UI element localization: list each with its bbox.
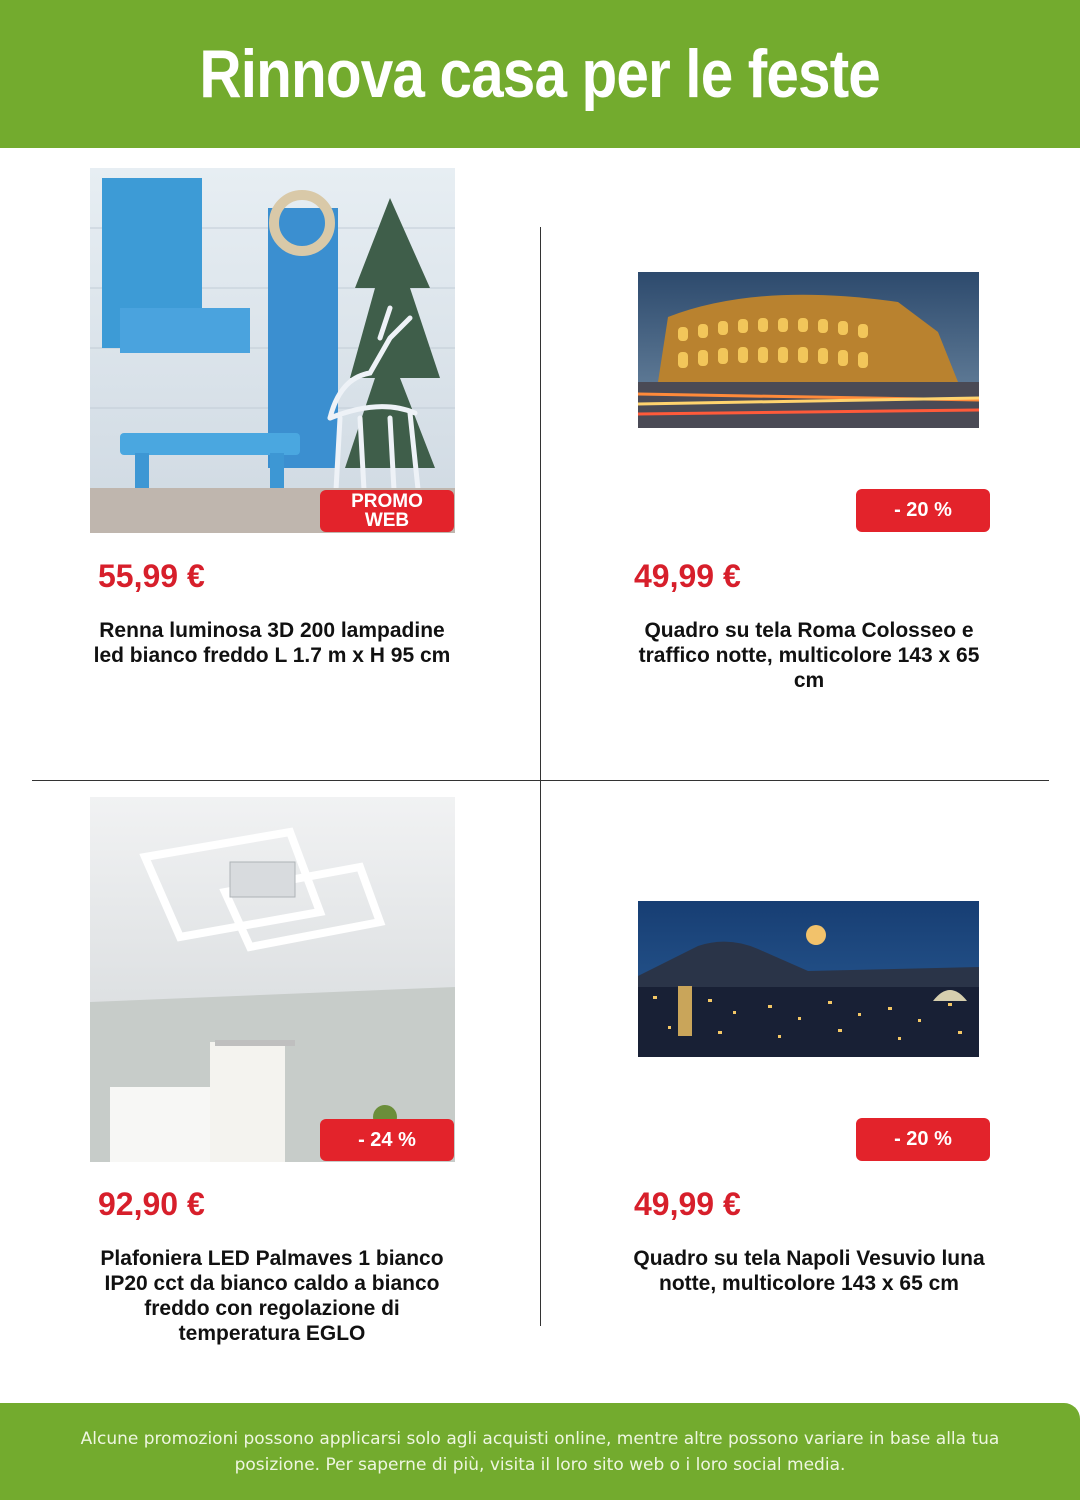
discount-badge: - 20 %: [856, 1118, 990, 1161]
grid-divider-vertical-bottom: [540, 781, 541, 1326]
product-name[interactable]: Plafoniera LED Palmaves 1 bianco IP20 cct da bianco caldo a bianco freddo con regolazione di temperatura EGLO: [100, 1247, 444, 1345]
promo-badge-line2: WEB: [364, 510, 410, 531]
discount-badge: - 24 %: [320, 1119, 454, 1161]
product-image-colosseum[interactable]: [638, 272, 979, 428]
product-price: 49,99 €: [634, 1186, 741, 1222]
discount-badge: - 20 %: [856, 489, 990, 532]
product-price: 49,99 €: [634, 558, 741, 594]
product-name[interactable]: Renna luminosa 3D 200 lampadine led bianco freddo L 1.7 m x H 95 cm: [93, 619, 451, 667]
page-title: Rinnova casa per le feste: [199, 36, 881, 112]
product-name[interactable]: Quadro su tela Napoli Vesuvio luna notte, multicolore 143 x 65 cm: [633, 1247, 985, 1295]
product-price: 55,99 €: [98, 558, 205, 594]
footer-disclaimer: Alcune promozioni possono applicarsi solo agli acquisti online, mentre altre possono variare in base alla tua posizione. Per saperne di più, visita il loro sito web o i loro social media.: [80, 1428, 1000, 1475]
grid-divider-vertical-top: [540, 227, 541, 780]
header-banner: [0, 0, 1080, 148]
grid-divider-horizontal: [32, 780, 1049, 781]
product-name[interactable]: Quadro su tela Roma Colosseo e traffico notte, multicolore 143 x 65 cm: [638, 619, 980, 692]
promo-badge-line1: PROMO: [351, 491, 423, 512]
product-price: 92,90 €: [98, 1186, 205, 1222]
promo-web-badge: [320, 490, 454, 532]
product-image-reindeer[interactable]: [90, 168, 455, 533]
product-image-naples[interactable]: [638, 901, 979, 1057]
product-image-ceiling-lamp[interactable]: [90, 797, 455, 1162]
footer-banner: [0, 1403, 1080, 1500]
